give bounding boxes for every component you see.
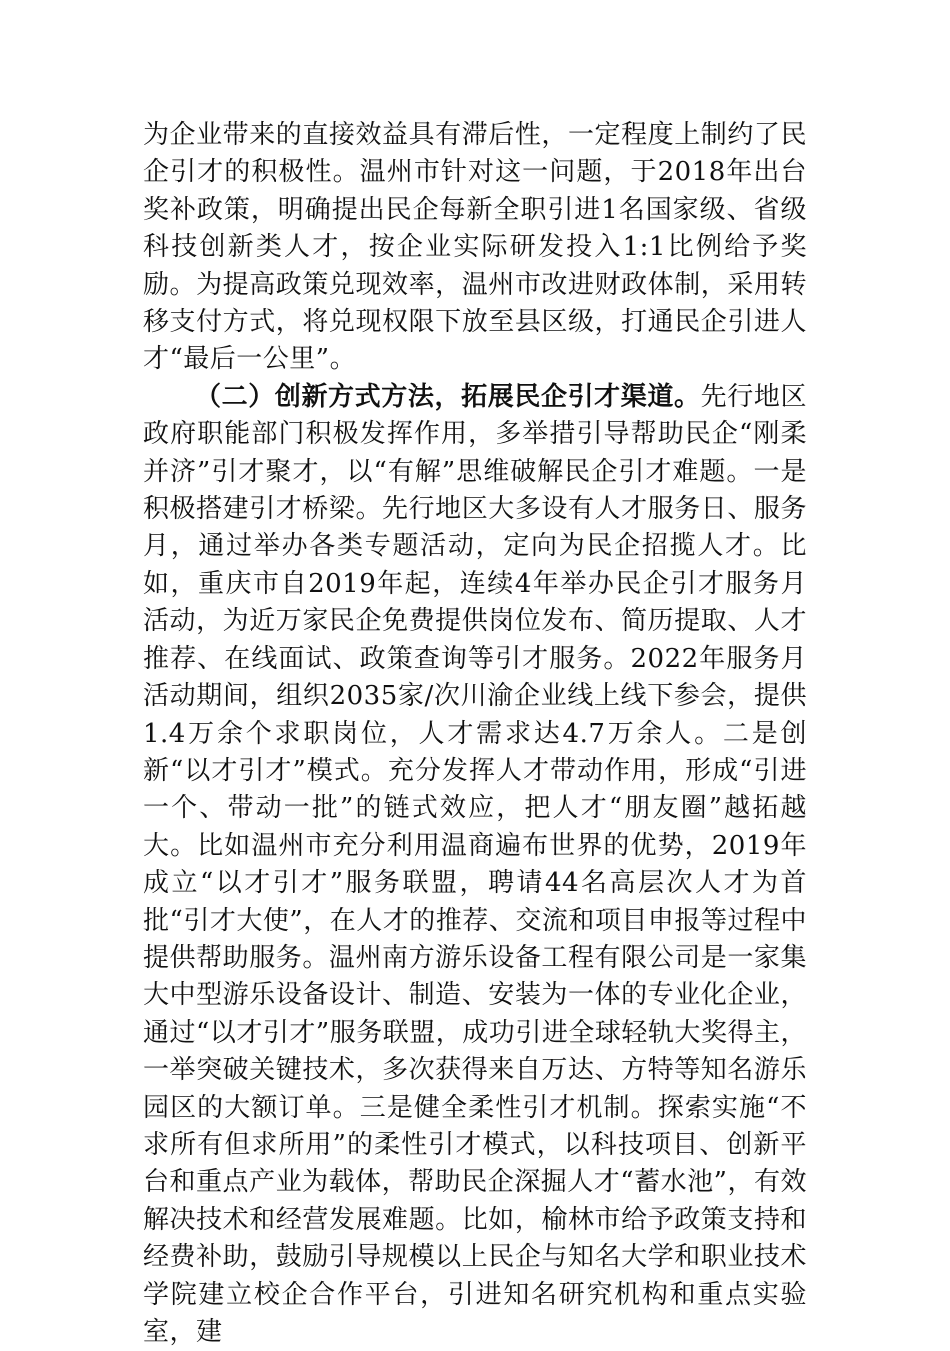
paragraph-text: 先行地区政府职能部门积极发挥作用，多举措引导帮助民企“刚柔并济”引才聚才，以“有解”思维破解民企引才难题。一是积极搭建引才桥梁。先行地区大多设有人才服务日、服务月，通过举办各类专题活动，定向为民企招揽人才。比如，重庆市自2019年起，连续4年举办民企引才服务月活动，为近万家民企免费提供岗位发布、简历提取、人才推荐、在线面试、政策查询等引才服务。2022年服务月活动期间，组织2035家/次川渝企业线上线下参会，提供1.4万余个求职岗位，人才需求达4.7万余人。二是创新“以才引才”模式。充分发挥人才带动作用，形成“引进一个、带动一批”的链式效应，把人才“朋友圈”越拓越大。比如温州市充分利用温商遍布世界的优势，2019年成立“以才引才”服务联盟，聘请44名高层次人才为首批“引才大使”，在人才的推荐、交流和项目申报等过程中提供帮助服务。温州南方游乐设备工程有限公司是一家集大中型游乐设备设计、制造、安装为一体的专业化企业，通过“以才引才”服务联盟，成功引进全球轻轨大奖得主，一举突破关键技术，多次获得来自万达、方特等知名游乐园区的大额订单。三是健全柔性引才机制。探索实施“不求所有但求所用”的柔性引才模式，以科技项目、创新平台和重点产业为载体，帮助民企深掘人才“蓄水池”，有效解决技术和经营发展难题。比如，榆林市给予政策支持和经费补助，鼓励引导规模以上民企与知名大学和职业技术学院建立校企合作平台，引进知名研究机构和重点实验室，建	[143, 381, 807, 1347]
paragraph-text: 为企业带来的直接效益具有滞后性，一定程度上制约了民企引才的积极性。温州市针对这一问题，于2018年出台奖补政策，明确提出民企每新全职引进1名国家级、省级科技创新类人才，按企业实际研发投入1:1比例给予奖励。为提高政策兑现效率，温州市改进财政体制，采用转移支付方式，将兑现权限下放至县区级，打通民企引进人才“最后一公里”。	[143, 120, 807, 375]
paragraph-continued	[143, 117, 807, 379]
document-body	[143, 117, 807, 1351]
section-heading: （二）创新方式方法，拓展民企引才渠道。	[195, 381, 701, 412]
paragraph-section-two	[143, 379, 807, 1351]
